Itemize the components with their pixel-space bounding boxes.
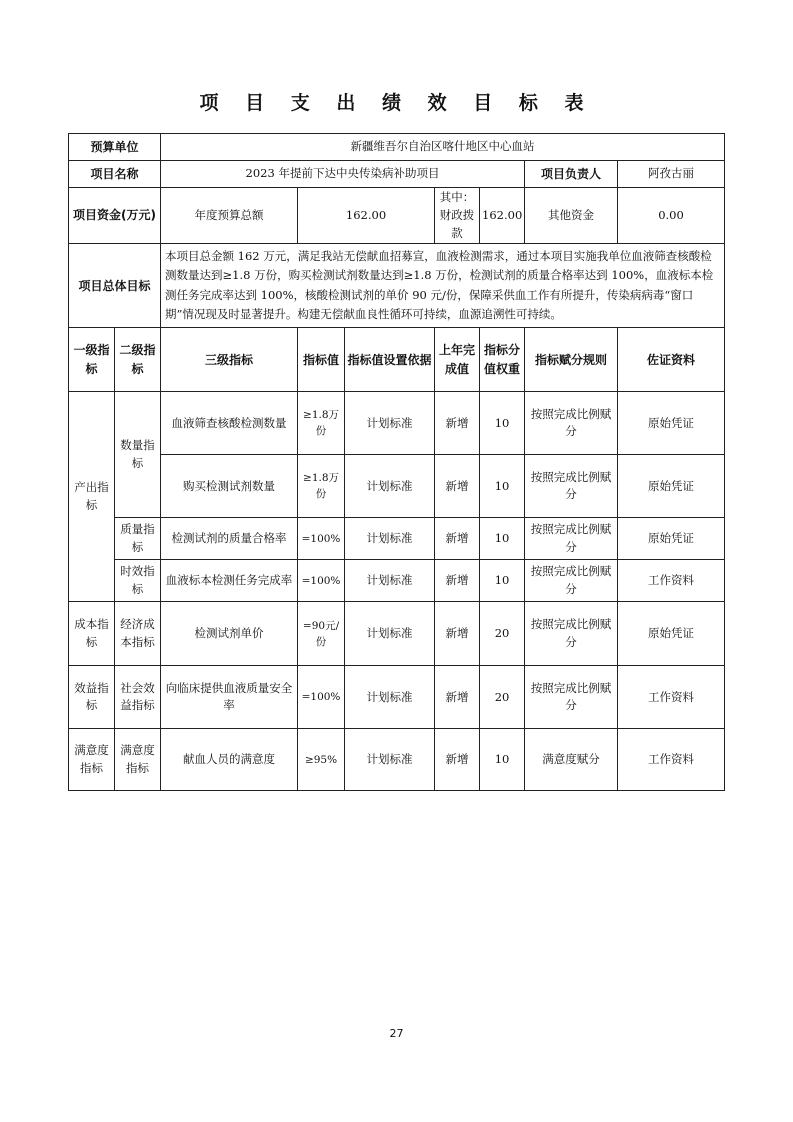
table-row [69, 518, 725, 560]
fiscal-label: 其中：财政拨款 [435, 188, 480, 244]
group-benefit: 效益指标 [69, 666, 115, 729]
row-l3: 购买检测试剂数量 [161, 455, 298, 518]
row-last: 新增 [435, 560, 480, 602]
table-row [69, 560, 725, 602]
row-weight: 20 [480, 666, 525, 729]
annual-budget-value: 162.00 [298, 188, 435, 244]
row-weight: 20 [480, 602, 525, 666]
row-l3: 血液筛查核酸检测数量 [161, 392, 298, 455]
project-name-value: 2023 年提前下达中央传染病补助项目 [161, 161, 525, 188]
funds-label: 项目资金(万元) [69, 188, 161, 244]
row-value: ≥1.8万份 [298, 455, 345, 518]
row-evidence: 原始凭证 [618, 392, 725, 455]
page-title: 项 目 支 出 绩 效 目 标 表 [199, 92, 594, 114]
row-weight: 10 [480, 518, 525, 560]
row-rule: 按照完成比例赋分 [525, 518, 618, 560]
row-rule: 满意度赋分 [525, 729, 618, 791]
group-quality: 质量指标 [115, 518, 161, 560]
group-cost: 成本指标 [69, 602, 115, 666]
row-evidence: 原始凭证 [618, 518, 725, 560]
header-last: 上年完成值 [435, 328, 480, 392]
row-l3: 献血人员的满意度 [161, 729, 298, 791]
table-row [69, 392, 725, 455]
row-rule: 按照完成比例赋分 [525, 560, 618, 602]
row-evidence: 原始凭证 [618, 455, 725, 518]
row-last: 新增 [435, 455, 480, 518]
header-l1: 一级指标 [69, 328, 115, 392]
row-weight: 10 [480, 455, 525, 518]
row-l3: 血液标本检测任务完成率 [161, 560, 298, 602]
header-l3: 三级指标 [161, 328, 298, 392]
row-last: 新增 [435, 602, 480, 666]
row-weight: 10 [480, 729, 525, 791]
header-weight: 指标分值权重 [480, 328, 525, 392]
row-basis: 计划标准 [345, 518, 435, 560]
row-last: 新增 [435, 729, 480, 791]
row-evidence: 工作资料 [618, 729, 725, 791]
goal-table [68, 133, 725, 791]
header-rule: 指标赋分规则 [525, 328, 618, 392]
other-value: 0.00 [618, 188, 725, 244]
row-value: ≥95% [298, 729, 345, 791]
row-value: =100% [298, 560, 345, 602]
row-value: =90元/份 [298, 602, 345, 666]
row-last: 新增 [435, 666, 480, 729]
group-satisfaction-l2: 满意度指标 [115, 729, 161, 791]
row-basis: 计划标准 [345, 560, 435, 602]
row-value: ≥1.8万份 [298, 392, 345, 455]
row-value: =100% [298, 666, 345, 729]
other-label: 其他资金 [525, 188, 618, 244]
group-social-benefit: 社会效益指标 [115, 666, 161, 729]
header-value: 指标值 [298, 328, 345, 392]
row-l3: 向临床提供血液质量安全率 [161, 666, 298, 729]
project-name-label: 项目名称 [69, 161, 161, 188]
group-satisfaction: 满意度指标 [69, 729, 115, 791]
group-quantity: 数量指标 [115, 392, 161, 518]
header-evidence: 佐证资料 [618, 328, 725, 392]
row-basis: 计划标准 [345, 666, 435, 729]
row-evidence: 工作资料 [618, 666, 725, 729]
page-number: 27 [389, 1027, 404, 1040]
row-basis: 计划标准 [345, 392, 435, 455]
table-row [69, 729, 725, 791]
row-rule: 按照完成比例赋分 [525, 455, 618, 518]
row-evidence: 工作资料 [618, 560, 725, 602]
row-l3: 检测试剂的质量合格率 [161, 518, 298, 560]
group-econ-cost: 经济成本指标 [115, 602, 161, 666]
row-rule: 按照完成比例赋分 [525, 666, 618, 729]
table-row [69, 455, 725, 518]
row-weight: 10 [480, 560, 525, 602]
row-rule: 按照完成比例赋分 [525, 392, 618, 455]
group-output: 产出指标 [69, 392, 115, 602]
row-l3: 检测试剂单价 [161, 602, 298, 666]
row-basis: 计划标准 [345, 455, 435, 518]
table-row [69, 666, 725, 729]
header-basis: 指标值设置依据 [345, 328, 435, 392]
table-row [69, 602, 725, 666]
row-basis: 计划标准 [345, 602, 435, 666]
overall-goal-text: 本项目总金额 162 万元，满足我站无偿献血招募宣，血液检测需求，通过本项目实施我单位血液筛查核酸检测数量达到≥1.8 万份，购买检测试剂数量达到≥1.8 万份，检测试剂的质量合格率达到 100%，血液标本检测任务完成率达到 100%，核酸检测试剂的单价 90 元/份，保障采供血工作有所提升，传染病病毒“窗口期”情况现及时显著提升。构建无偿献血良性循环可持续，血源追溯性可持续。 [161, 244, 725, 328]
row-last: 新增 [435, 392, 480, 455]
group-timeliness: 时效指标 [115, 560, 161, 602]
overall-goal-label: 项目总体目标 [69, 244, 161, 328]
header-l2: 二级指标 [115, 328, 161, 392]
project-lead-label: 项目负责人 [525, 161, 618, 188]
project-lead-value: 阿孜古丽 [618, 161, 725, 188]
row-evidence: 原始凭证 [618, 602, 725, 666]
row-value: =100% [298, 518, 345, 560]
row-rule: 按照完成比例赋分 [525, 602, 618, 666]
budget-unit-value: 新疆维吾尔自治区喀什地区中心血站 [161, 134, 725, 161]
row-basis: 计划标准 [345, 729, 435, 791]
row-weight: 10 [480, 392, 525, 455]
row-last: 新增 [435, 518, 480, 560]
fiscal-value: 162.00 [480, 188, 525, 244]
annual-budget-label: 年度预算总额 [161, 188, 298, 244]
budget-unit-label: 预算单位 [69, 134, 161, 161]
